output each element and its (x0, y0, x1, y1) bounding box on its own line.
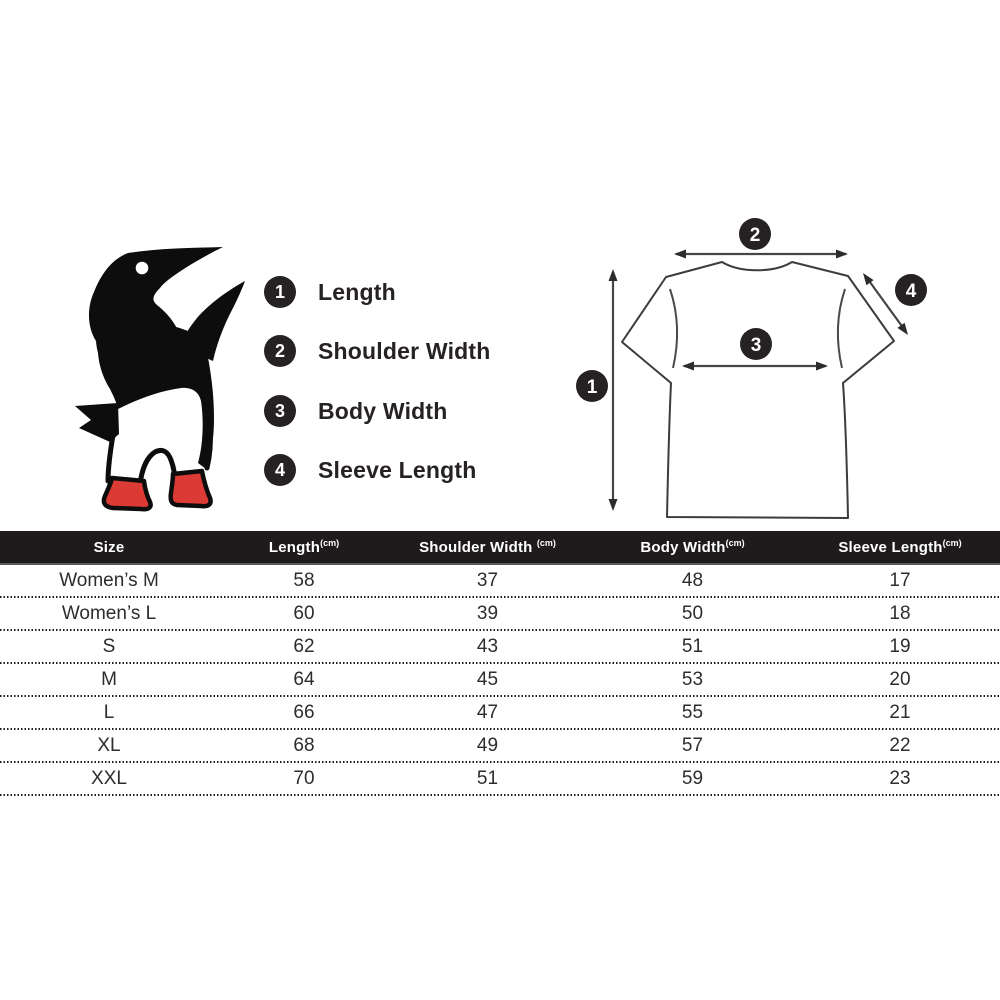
cell-length: 62 (293, 636, 315, 657)
cell-body: 48 (681, 570, 704, 591)
legend-label-body-width: Body Width (318, 397, 448, 424)
cell-length: 64 (293, 669, 315, 690)
diagram-marker-3 (740, 328, 772, 360)
tshirt-outline (622, 262, 894, 518)
svg-text:3: 3 (750, 335, 762, 356)
bird-body-path (98, 323, 214, 469)
cell-body: 51 (681, 636, 704, 657)
bird-boot-right (171, 471, 211, 506)
cell-length: 60 (293, 603, 315, 624)
cell-shoulder: 51 (476, 768, 499, 789)
cell-size: XXL (91, 768, 127, 789)
cell-shoulder: 37 (476, 570, 499, 591)
cell-shoulder: 45 (476, 669, 499, 690)
size-table-header (0, 531, 1000, 565)
diagram-marker-2 (739, 218, 771, 250)
bird-leg-left-path (108, 435, 113, 481)
cell-sleeve: 17 (889, 570, 911, 591)
diagram-marker-1 (576, 370, 608, 402)
arrow-length (609, 269, 618, 511)
cell-body: 50 (681, 603, 704, 624)
cell-size: XL (97, 735, 121, 756)
legend-item-body-width (264, 395, 448, 427)
cell-length: 66 (293, 702, 315, 723)
legend-item-length (264, 276, 396, 308)
svg-text:2: 2 (749, 225, 761, 246)
legend-badge-1: 1 (264, 276, 296, 308)
cell-shoulder: 49 (476, 735, 499, 756)
cell-shoulder: 47 (476, 702, 499, 723)
row-separator (0, 794, 1000, 796)
cell-length: 70 (293, 768, 315, 789)
legend-badge-4: 4 (264, 454, 296, 486)
cell-sleeve: 19 (889, 636, 911, 657)
legend-label-shoulder-width: Shoulder Width (318, 337, 491, 364)
svg-text:1: 1 (586, 377, 598, 398)
diagram-marker-4 (895, 274, 927, 306)
cell-sleeve: 18 (889, 603, 911, 624)
bird-logo-icon (60, 235, 260, 525)
cell-sleeve: 23 (889, 768, 911, 789)
col-header-length: Length$^{(cm)}$ (268, 538, 340, 556)
legend-badge-3: 3 (264, 395, 296, 427)
legend-item-shoulder-width (264, 335, 491, 367)
table-row-m (0, 664, 1000, 695)
cell-sleeve: 20 (889, 669, 911, 690)
cell-size: Women’s L (61, 603, 157, 624)
cell-shoulder: 39 (476, 603, 499, 624)
legend-badge-2: 2 (264, 335, 296, 367)
table-row-xl (0, 730, 1000, 761)
cell-body: 59 (681, 768, 704, 789)
size-table (0, 531, 1000, 796)
cell-body: 57 (681, 735, 704, 756)
table-row-s (0, 631, 1000, 662)
cell-shoulder: 43 (476, 636, 499, 657)
cell-body: 53 (681, 669, 704, 690)
table-row-womens-m (0, 565, 1000, 596)
table-row-l (0, 697, 1000, 728)
bird-eye (136, 262, 149, 275)
cell-body: 55 (681, 702, 704, 723)
tshirt-measure-diagram (560, 210, 960, 540)
cell-sleeve: 22 (889, 735, 911, 756)
col-header-shoulder-width: Shoulder Width $^{(cm)}$ (419, 538, 556, 556)
cell-length: 68 (293, 735, 315, 756)
bird-boot-left (104, 478, 151, 509)
col-header-size: Size (93, 539, 125, 556)
bird-legs-arch-path (140, 450, 175, 484)
col-header-body-width: Body Width$^{(cm)}$ (640, 538, 745, 556)
cell-size: L (103, 702, 115, 723)
cell-size: M (101, 669, 117, 690)
cell-size: S (102, 636, 116, 657)
arrow-shoulder-width (674, 250, 848, 259)
col-header-sleeve-length: Sleeve Length$^{(cm)}$ (838, 538, 962, 556)
legend-label-sleeve-length: Sleeve Length (318, 456, 477, 483)
cell-length: 58 (293, 570, 315, 591)
legend-item-sleeve-length (264, 454, 477, 486)
cell-size: Women’s M (59, 570, 159, 591)
table-row-xxl (0, 763, 1000, 794)
cell-sleeve: 21 (889, 702, 911, 723)
svg-text:4: 4 (905, 281, 917, 302)
table-row-womens-l (0, 598, 1000, 629)
legend-label-length: Length (318, 278, 396, 305)
